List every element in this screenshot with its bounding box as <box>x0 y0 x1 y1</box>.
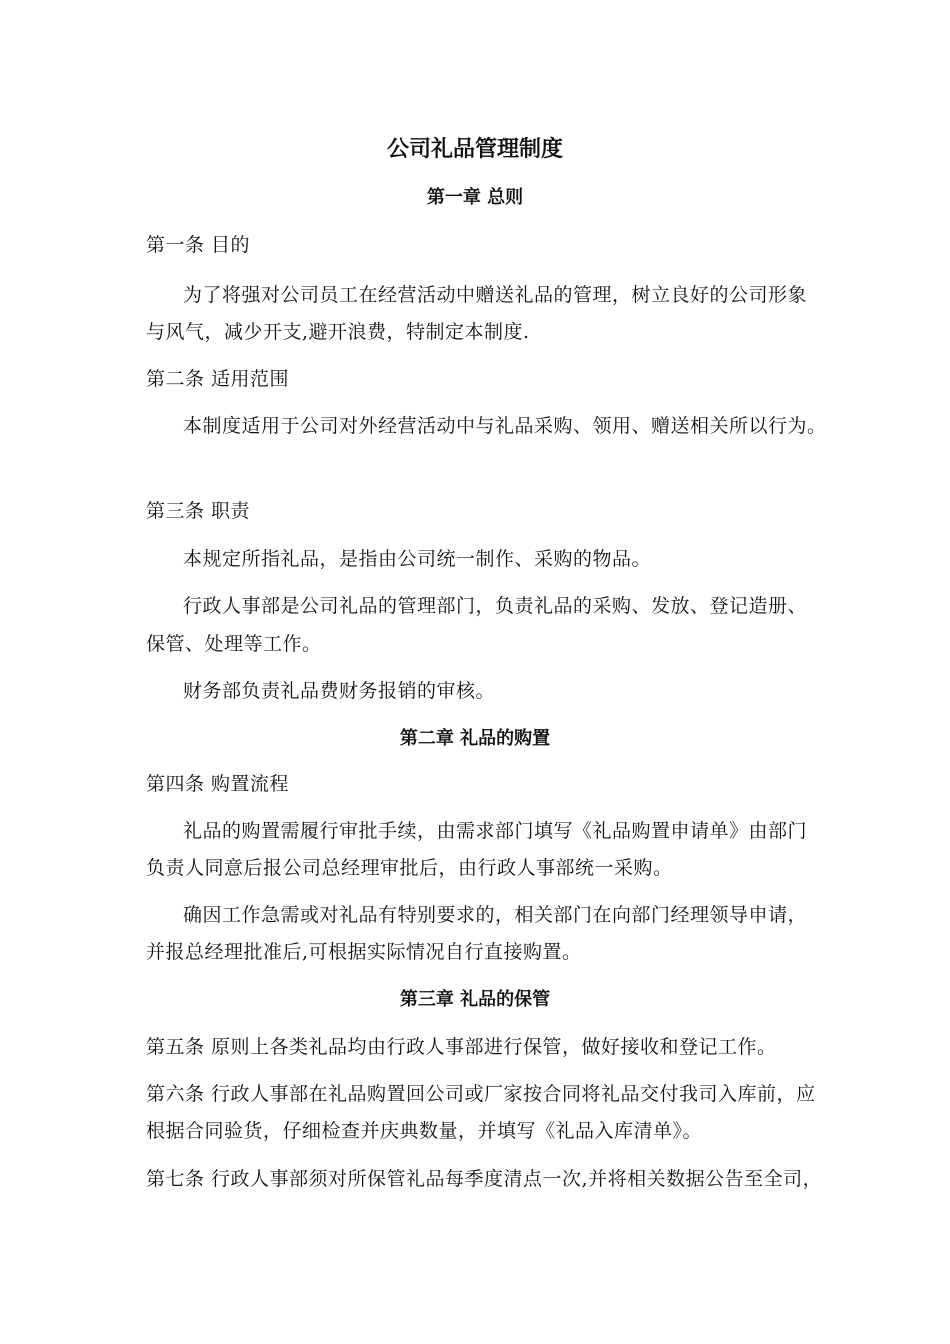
paragraph-line: 负责人同意后报公司总经理审批后，由行政人事部统一采购。 <box>146 857 673 879</box>
paragraph-line: 确因工作急需或对礼品有特别要求的，相关部门在向部门经理领导申请， <box>183 904 808 926</box>
document-title: 公司礼品管理制度 <box>386 137 563 162</box>
paragraph-line: 保管、处理等工作。 <box>146 633 322 655</box>
paragraph-line: 为了将强对公司员工在经营活动中赠送礼品的管理，树立良好的公司形象 <box>183 284 808 306</box>
paragraph-line: 根据合同验货，仔细检查并庆典数量，并填写《礼品入库清单》。 <box>146 1120 703 1142</box>
chapter-heading-3: 第三章 礼品的保管 <box>399 989 551 1010</box>
paragraph-line: 财务部负责礼品费财务报销的审核。 <box>183 680 496 702</box>
article-heading-4: 第四条 购置流程 <box>146 773 290 795</box>
paragraph-line: 与风气，减少开支,避开浪费，特制定本制度. <box>146 321 530 343</box>
paragraph-line: 本制度适用于公司对外经营活动中与礼品采购、领用、赠送相关所以行为。 <box>183 415 827 437</box>
article-paragraph-5: 第五条 原则上各类礼品均由行政人事部进行保管，做好接收和登记工作。 <box>146 1036 777 1058</box>
chapter-heading-2: 第二章 礼品的购置 <box>399 728 551 749</box>
chapter-heading-1: 第一章 总则 <box>426 187 524 208</box>
article-heading-3: 第三条 职责 <box>146 500 251 522</box>
article-heading-1: 第一条 目的 <box>146 234 251 256</box>
article-paragraph-7: 第七条 行政人事部须对所保管礼品每季度清点一次,并将相关数据公告至全司， <box>146 1168 823 1190</box>
paragraph-line: 行政人事部是公司礼品的管理部门，负责礼品的采购、发放、登记造册、 <box>183 595 808 617</box>
article-heading-2: 第二条 适用范围 <box>146 368 290 390</box>
paragraph-line: 礼品的购置需履行审批手续，由需求部门填写《礼品购置申请单》由部门 <box>183 820 808 842</box>
paragraph-line: 并报总经理批准后,可根据实际情况自行直接购置。 <box>146 941 582 963</box>
article-paragraph-6: 第六条 行政人事部在礼品购置回公司或厂家按合同将礼品交付我司入库前，应 <box>146 1083 816 1105</box>
paragraph-line: 本规定所指礼品，是指由公司统一制作、采购的物品。 <box>183 548 652 570</box>
